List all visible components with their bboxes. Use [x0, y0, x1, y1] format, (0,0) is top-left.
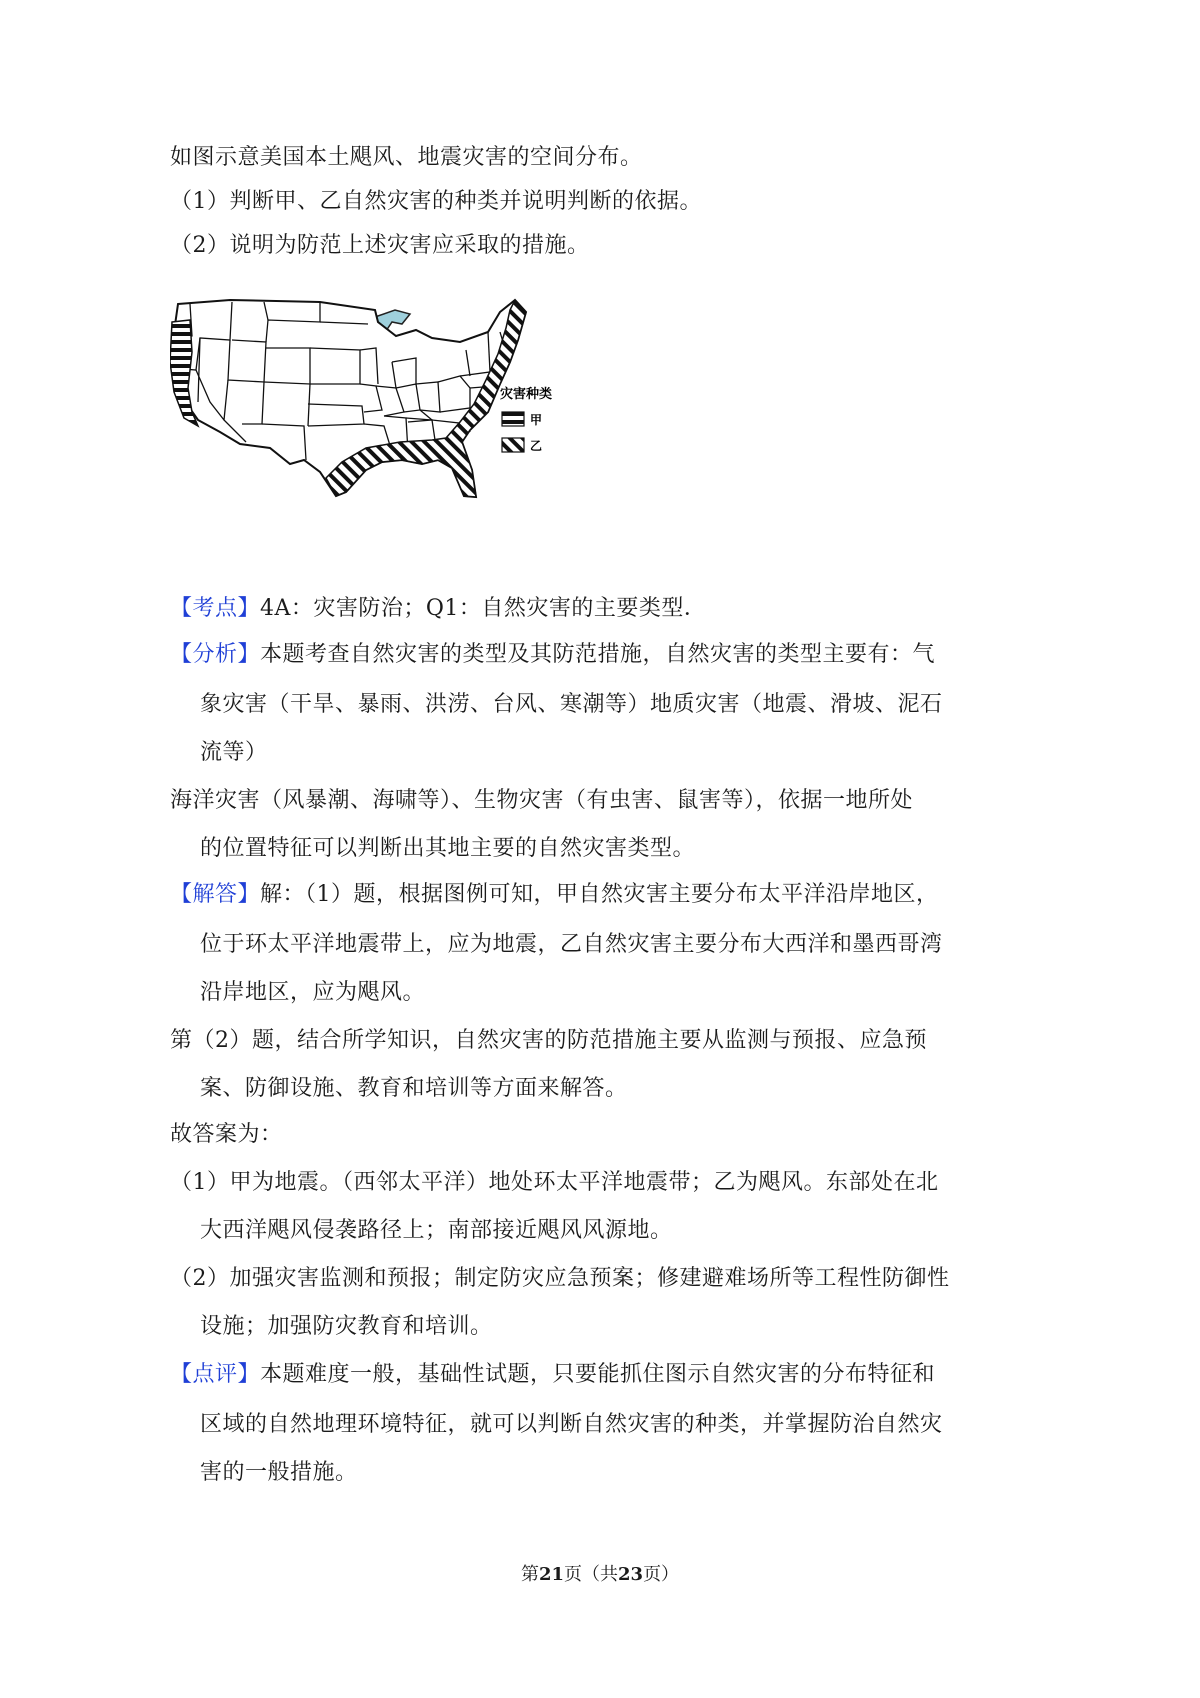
legend-swatch-yi [502, 438, 524, 452]
dianping-line-1 [170, 1360, 935, 1390]
jieda-tag: 【解答】 [170, 882, 261, 907]
kaodian-line [170, 594, 706, 624]
legend-label-yi: 乙 [530, 439, 543, 453]
fenxi-tag: 【分析】 [170, 642, 261, 667]
dianping-line-2: 区域的自然地理环境特征，就可以判断自然灾害的种类，并掌握防治自然灾 [200, 1412, 943, 1437]
kaodian-text: 4A：灾害防治；Q1：自然灾害的主要类型． [260, 596, 707, 621]
dianping-tag: 【点评】 [170, 1362, 261, 1387]
us-map-svg [170, 292, 630, 542]
jieda-line-10: 设施；加强防灾教育和培训。 [200, 1314, 493, 1339]
page-footer [0, 1560, 1200, 1586]
fenxi-text-1: 本题考查自然灾害的类型及其防范措施，自然灾害的类型主要有：气 [260, 642, 936, 667]
fenxi-line-2: 象灾害（干旱、暴雨、洪涝、台风、寒潮等）地质灾害（地震、滑坡、泥石 [200, 692, 943, 717]
footer-suffix: 页） [643, 1564, 680, 1585]
jieda-line-8: 大西洋飓风侵袭路径上；南部接近飓风风源地。 [200, 1218, 673, 1243]
jieda-line-4: 第（2）题，结合所学知识，自然灾害的防范措施主要从监测与预报、应急预 [170, 1028, 927, 1053]
dianping-line-3: 害的一般措施。 [200, 1460, 358, 1485]
question-2: （2）说明为防范上述灾害应采取的措施。 [170, 233, 590, 258]
question-intro: 如图示意美国本土飓风、地震灾害的空间分布。 [170, 145, 643, 170]
footer-page: 21 [538, 1564, 564, 1585]
fenxi-line-4: 海洋灾害（风暴潮、海啸等）、生物灾害（有虫害、鼠害等），依据一地所处 [170, 788, 914, 813]
map-legend [500, 386, 552, 453]
footer-prefix: 第 [520, 1564, 539, 1585]
us-hazard-map [170, 292, 630, 542]
dianping-text-1: 本题难度一般，基础性试题，只要能抓住图示自然灾害的分布特征和 [260, 1362, 936, 1387]
legend-label-jia: 甲 [530, 413, 543, 427]
jieda-line-5: 案、防御设施、教育和培训等方面来解答。 [200, 1076, 628, 1101]
legend-title: 灾害种类 [500, 387, 553, 402]
legend-swatch-jia [502, 412, 524, 426]
fenxi-line-3: 流等） [200, 740, 268, 765]
jieda-line-9: （2）加强灾害监测和预报；制定防灾应急预案；修建避难场所等工程性防御性 [170, 1266, 950, 1291]
footer-mid: 页（共 [564, 1564, 618, 1585]
jieda-line-7: （1）甲为地震。（西邻太平洋）地处环太平洋地震带；乙为飓风。东部处在北 [170, 1170, 939, 1195]
fenxi-line-5: 的位置特征可以判断出其地主要的自然灾害类型。 [200, 836, 696, 861]
footer-total: 23 [618, 1564, 644, 1585]
jieda-line-2: 位于环太平洋地震带上，应为地震，乙自然灾害主要分布大西洋和墨西哥湾 [200, 932, 943, 957]
jieda-line-6: 故答案为： [170, 1122, 283, 1147]
fenxi-line-1 [170, 640, 935, 670]
jieda-text-1: 解：（1）题，根据图例可知，甲自然灾害主要分布太平洋沿岸地区， [260, 882, 939, 907]
kaodian-tag: 【考点】 [170, 596, 261, 621]
jieda-line-1 [170, 880, 939, 910]
question-1: （1）判断甲、乙自然灾害的种类并说明判断的依据。 [170, 189, 702, 214]
jieda-line-3: 沿岸地区，应为飓风。 [200, 980, 426, 1005]
